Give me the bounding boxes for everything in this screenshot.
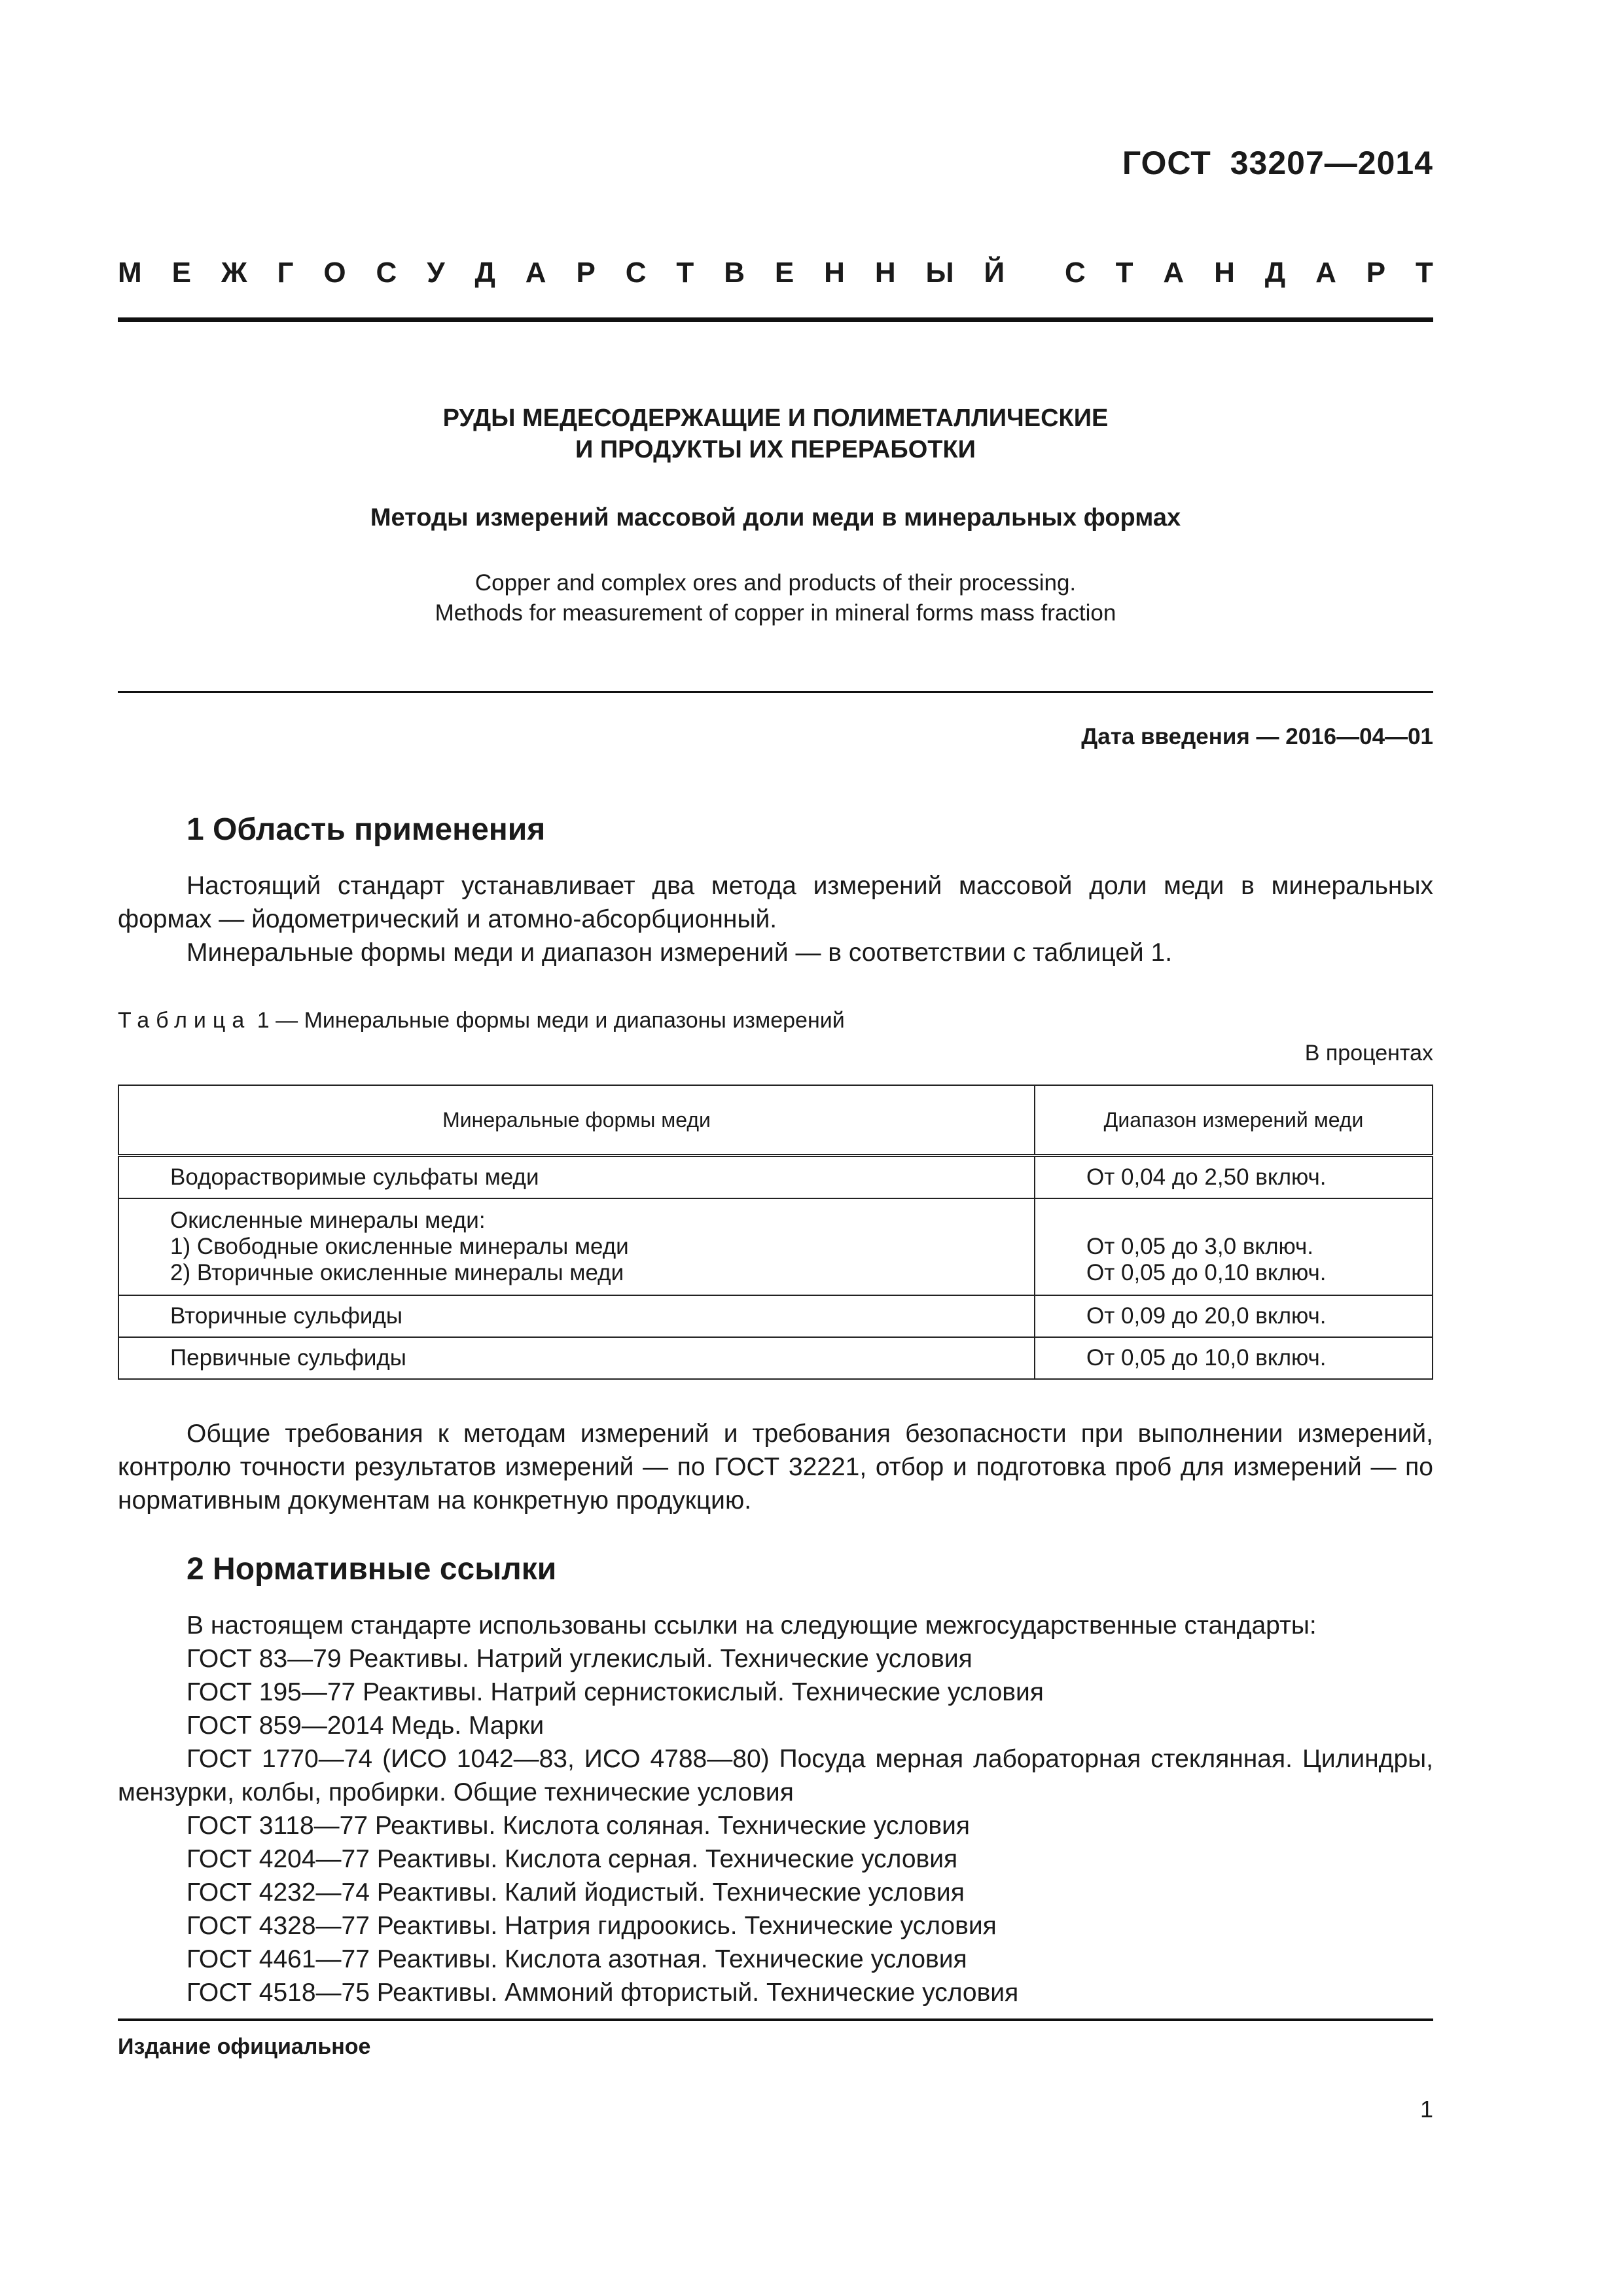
- table-1: [118, 1085, 1433, 1380]
- document-subtitle: Методы измерений массовой доли меди в минеральных формах: [370, 504, 1181, 531]
- banner-letter: Н: [824, 257, 845, 289]
- banner-letter: Е: [171, 257, 191, 289]
- table-cell-range: [1035, 1337, 1433, 1379]
- table-row: [118, 1156, 1433, 1199]
- column-header-range: Диапазон измерений меди: [1035, 1085, 1433, 1156]
- section-2-heading: 2 Нормативные ссылки: [187, 1552, 557, 1587]
- banner-letter: А: [525, 257, 546, 289]
- title-line-2: И ПРОДУКТЫ ИХ ПЕРЕРАБОТКИ: [575, 436, 976, 463]
- reference-item: ГОСТ 4232—74 Реактивы. Калий йодистый. Технические условия: [187, 1878, 965, 1907]
- reference-item: ГОСТ 4204—77 Реактивы. Кислота серная. Технические условия: [187, 1845, 958, 1873]
- table-caption-text: 1 — Минеральные формы меди и диапазоны измерений: [257, 1008, 845, 1033]
- table-cell-form: [118, 1198, 1035, 1295]
- cell-line: 1) Свободные окисленные минералы меди: [170, 1234, 629, 1259]
- banner-letter: Р: [576, 257, 596, 289]
- table-header-row: [118, 1085, 1433, 1156]
- table-cell-form: [118, 1295, 1035, 1337]
- banner-letter: Г: [277, 257, 294, 289]
- banner-letter: С: [376, 257, 397, 289]
- cell-line: От 0,05 до 3,0 включ.: [1086, 1234, 1313, 1259]
- section-2-intro: В настоящем стандарте использованы ссылки на следующие межгосударственные стандарты:: [187, 1611, 1317, 1640]
- reference-item: ГОСТ 4518—75 Реактивы. Аммоний фтористый. Технические условия: [187, 1979, 1019, 2007]
- cell-line: От 0,09 до 20,0 включ.: [1086, 1303, 1327, 1329]
- banner-letter: В: [724, 257, 745, 289]
- banner-letter: А: [1163, 257, 1185, 289]
- cell-line: Водорастворимые сульфаты меди: [170, 1164, 539, 1190]
- banner-letter: Е: [774, 257, 794, 289]
- cell-line: 2) Вторичные окисленные минералы меди: [170, 1260, 624, 1285]
- page-number: 1: [1419, 2096, 1433, 2123]
- section-1-paragraph-1: Настоящий стандарт устанавливает два метода измерений массовой доли меди в минеральных формах — йодометрический и атомно-абсорбционный.: [118, 872, 1433, 933]
- table-caption-word: Таблица: [118, 1008, 251, 1033]
- banner-letter: А: [1315, 257, 1336, 289]
- section-1-heading: 1 Область применения: [187, 812, 546, 847]
- banner-letter: М: [118, 257, 142, 289]
- banner-letter: Д: [1264, 257, 1286, 289]
- interstate-standard-banner: [118, 257, 1433, 289]
- cell-line: Окисленные минералы меди:: [170, 1208, 486, 1233]
- general-requirements-paragraph: Общие требования к методам измерений и требования безопасности при выполнении измерений, контролю точности результатов измерений — по ГОСТ 32221, отбор и подготовка проб для измерений — по нормативным документам на конкретную продукцию.: [118, 1420, 1433, 1515]
- reference-item: ГОСТ 3118—77 Реактивы. Кислота соляная. Технические условия: [187, 1812, 971, 1840]
- table-cell-form: [118, 1156, 1035, 1199]
- banner-letter: О: [323, 257, 346, 289]
- table-cell-range: [1035, 1295, 1433, 1337]
- reference-item: ГОСТ 859—2014 Медь. Марки: [187, 1712, 544, 1740]
- gost-code: ГОСТ 33207—2014: [1122, 145, 1433, 181]
- column-header-mineral-forms: Минеральные формы меди: [118, 1085, 1035, 1156]
- cell-line: Первичные сульфиды: [170, 1345, 406, 1371]
- english-title-line-1: Copper and complex ores and products of their processing.: [474, 570, 1077, 596]
- table-row: [118, 1295, 1433, 1337]
- table-row: [118, 1337, 1433, 1379]
- english-title-line-2: Methods for measurement of copper in mineral forms mass fraction: [435, 600, 1116, 626]
- banner-letter: Н: [874, 257, 896, 289]
- banner-letter: Й: [984, 257, 1005, 289]
- cell-line: Вторичные сульфиды: [170, 1303, 403, 1329]
- cell-line: От 0,05 до 10,0 включ.: [1086, 1345, 1327, 1371]
- reference-item: ГОСТ 83—79 Реактивы. Натрий углекислый. Технические условия: [187, 1645, 972, 1673]
- cell-line: От 0,05 до 0,10 включ.: [1086, 1260, 1327, 1285]
- table-cell-range: [1035, 1156, 1433, 1199]
- cell-line: [1086, 1208, 1432, 1234]
- banner-letter: Т: [676, 257, 694, 289]
- banner-letter: Р: [1366, 257, 1386, 289]
- title-divider: [118, 691, 1433, 693]
- official-edition-label: Издание официальное: [118, 2034, 371, 2059]
- table-row: [118, 1198, 1433, 1295]
- footer-divider: [118, 2018, 1433, 2021]
- banner-letter: Ж: [221, 257, 247, 289]
- banner-letter: Т: [1416, 257, 1433, 289]
- reference-item: ГОСТ 4328—77 Реактивы. Натрия гидроокись. Технические условия: [187, 1912, 997, 1940]
- english-title: [118, 568, 1433, 628]
- header-divider: [118, 317, 1433, 322]
- banner-letter: С: [625, 257, 647, 289]
- reference-item: ГОСТ 4461—77 Реактивы. Кислота азотная. Технические условия: [187, 1945, 967, 1973]
- document-title: [118, 403, 1433, 465]
- title-line-1: РУДЫ МЕДЕСОДЕРЖАЩИЕ И ПОЛИМЕТАЛЛИЧЕСКИЕ: [442, 404, 1109, 432]
- section-1-paragraph-2: Минеральные формы меди и диапазон измерений — в соответствии с таблицей 1.: [187, 939, 1173, 967]
- reference-item: ГОСТ 195—77 Реактивы. Натрий сернистокислый. Технические условия: [187, 1678, 1044, 1706]
- table-1-caption: [118, 1008, 845, 1033]
- reference-item: ГОСТ 1770—74 (ИСО 1042—83, ИСО 4788—80) Посуда мерная лабораторная стеклянная. Цилиндры, мензурки, колбы, пробирки. Общие технические условия: [118, 1745, 1433, 1806]
- banner-letter: Н: [1214, 257, 1235, 289]
- table-cell-form: [118, 1337, 1035, 1379]
- normative-references-list: [118, 1609, 1433, 2009]
- banner-letter: Д: [474, 257, 495, 289]
- table-1-units: В процентах: [1304, 1041, 1433, 1066]
- cell-line: От 0,04 до 2,50 включ.: [1086, 1164, 1327, 1190]
- banner-letter: Т: [1115, 257, 1133, 289]
- introduction-date: Дата введения — 2016—04—01: [1081, 724, 1433, 749]
- banner-letter: Ы: [925, 257, 954, 289]
- table-cell-range: [1035, 1198, 1433, 1295]
- banner-letter: У: [427, 257, 445, 289]
- banner-letter: С: [1064, 257, 1086, 289]
